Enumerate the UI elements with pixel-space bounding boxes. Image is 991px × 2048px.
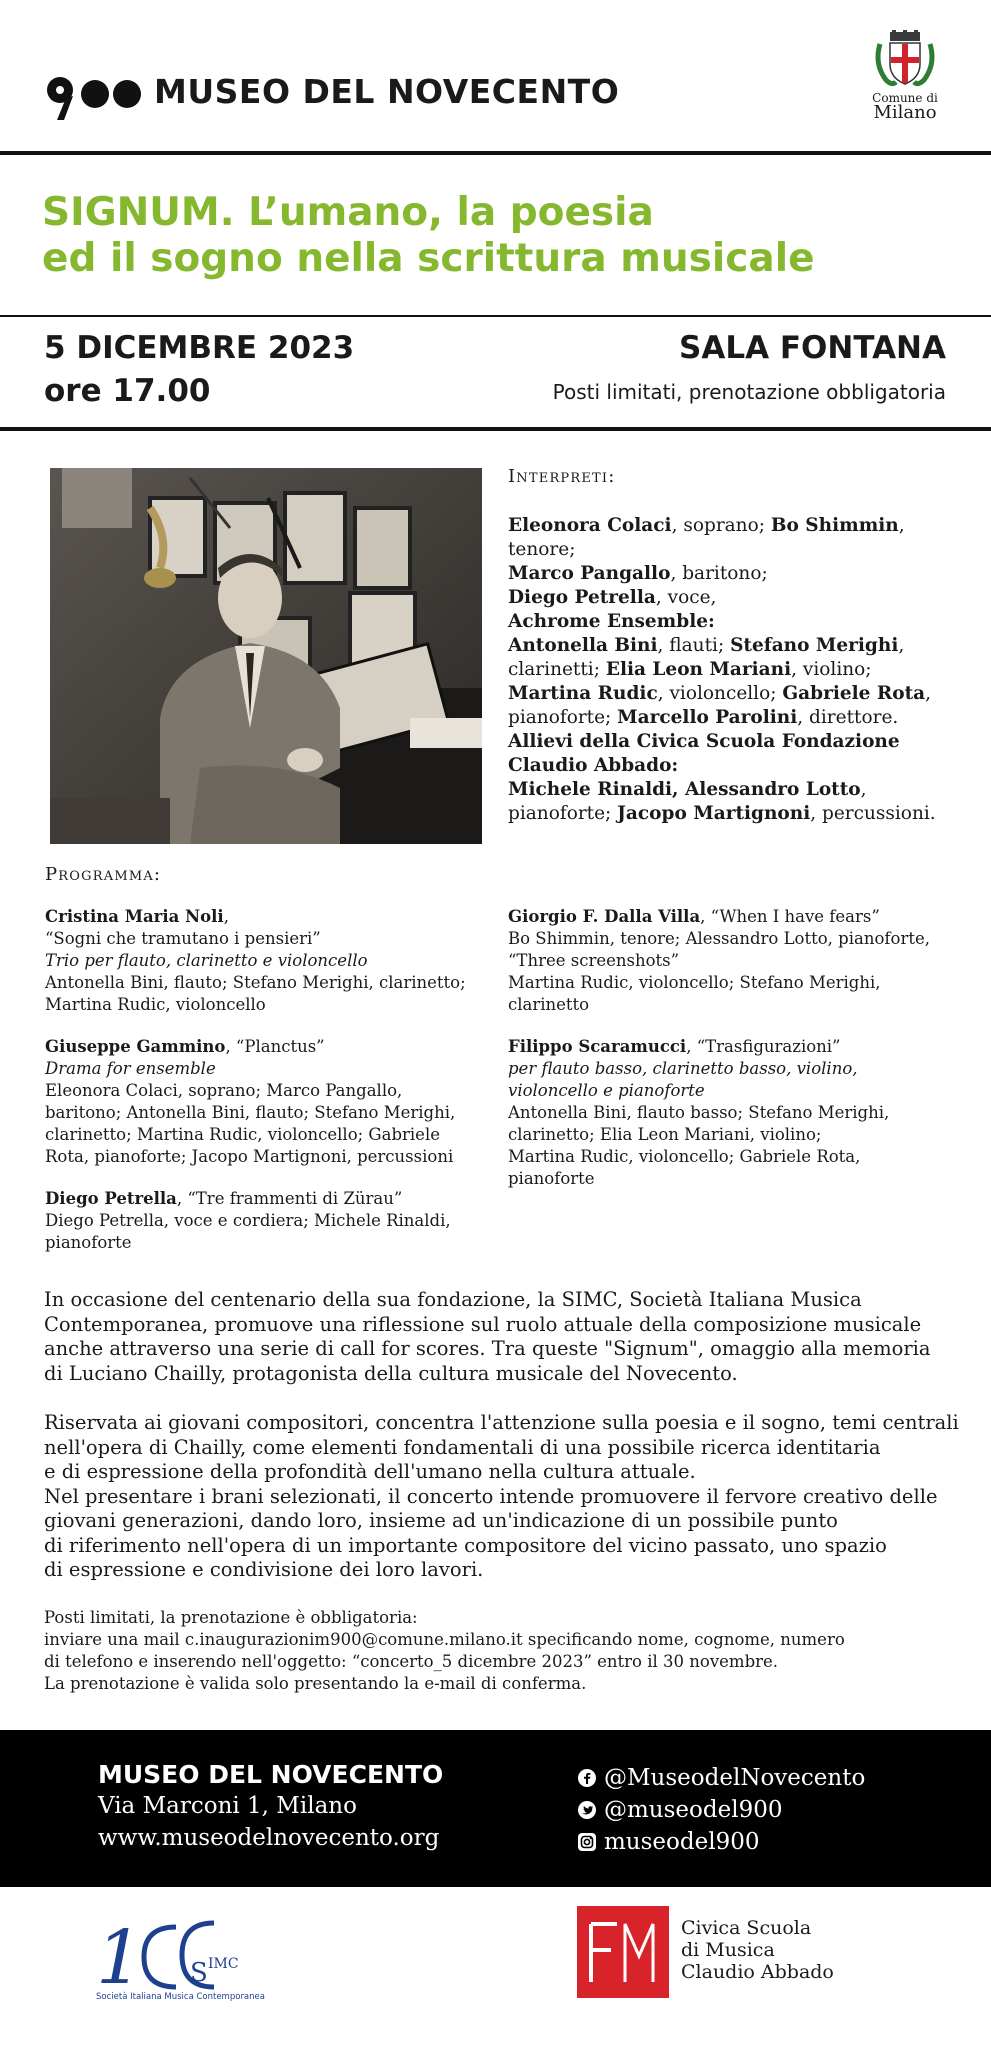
interpreti-line xyxy=(508,802,968,826)
facebook-icon xyxy=(578,1769,596,1787)
programma-line: Diego Petrella, voce e cordiera; Michele Rinaldi, xyxy=(45,1211,451,1230)
programma-line: Bo Shimmin, tenore; Alessandro Lotto, pianoforte, xyxy=(508,929,930,948)
piece-title: , “Tre frammenti di Zürau” xyxy=(176,1189,403,1208)
programma-line: “Three screenshots” xyxy=(508,951,680,970)
programma-left-column xyxy=(45,906,495,1274)
seats-note: Posti limitati, prenotazione obbligatoria xyxy=(552,380,946,404)
comune-line1: Comune di xyxy=(872,91,938,105)
svg-text:1: 1 xyxy=(96,1915,144,2000)
event-title-line2: ed il sogno nella scrittura musicale xyxy=(42,236,815,282)
programma-item-heading xyxy=(45,1036,495,1058)
performer-name: Antonella Bini xyxy=(508,635,658,656)
interpreti-heading: Interpreti: xyxy=(508,466,616,487)
comune-milano-crest-icon xyxy=(872,30,938,90)
programma-line: clarinetto; Martina Rudic, violoncello; Gabriele xyxy=(45,1125,440,1144)
facebook-link[interactable] xyxy=(578,1765,865,1791)
performer-role: , xyxy=(860,779,867,800)
civica-fm-mark-icon xyxy=(577,1906,669,1998)
text-line: di espressione e condivisione dei loro lavori. xyxy=(44,1558,484,1581)
event-venue: SALA FONTANA xyxy=(679,330,946,366)
composer-name: Giorgio F. Dalla Villa xyxy=(508,907,701,926)
interpreti-line xyxy=(508,610,968,634)
performer-role: pianoforte; xyxy=(508,803,618,824)
performer-role: , violoncello; xyxy=(657,683,783,704)
event-date: 5 DICEMBRE 2023 xyxy=(44,330,355,366)
text-line: anche attraverso una serie di call for scores. Tra queste "Signum", omaggio alla memoria xyxy=(44,1337,931,1360)
divider xyxy=(0,427,991,431)
instrumentation: per flauto basso, clarinetto basso, violino, xyxy=(508,1059,858,1078)
civica-line1: Civica Scuola xyxy=(681,1917,812,1939)
interpreti-list xyxy=(508,514,968,826)
instrumentation: Trio per flauto, clarinetto e violoncello xyxy=(45,951,368,970)
performer-role: , percussioni. xyxy=(810,803,936,824)
programma-line: pianoforte xyxy=(508,1169,595,1188)
programma-line: baritono; Antonella Bini, flauto; Stefano Merighi, xyxy=(45,1103,456,1122)
simc-100-logo xyxy=(96,1905,266,2000)
performer-name: Elia Leon Mariani xyxy=(605,659,792,680)
comune-line2: Milano xyxy=(873,102,937,123)
event-time: ore 17.00 xyxy=(44,373,211,409)
twitter-icon xyxy=(578,1801,596,1819)
performer-name: Claudio Abbado: xyxy=(508,755,679,776)
svg-text:IMC: IMC xyxy=(208,1956,239,1972)
performer-role: , xyxy=(925,683,932,704)
text-line: di riferimento nell'opera di un importante compositore del vicino passato, uno spazio xyxy=(44,1533,887,1557)
interpreti-line xyxy=(508,778,968,802)
programma-line: Rota, pianoforte; Jacopo Martignoni, percussioni xyxy=(45,1147,454,1166)
instrumentation: violoncello e pianoforte xyxy=(508,1081,705,1100)
programma-item-heading xyxy=(508,906,968,928)
interpreti-line xyxy=(508,754,968,778)
svg-text:S: S xyxy=(190,1958,208,1988)
text-line: Riservata ai giovani compositori, concentra l'attenzione sulla poesia e il sogno, temi centrali xyxy=(44,1411,959,1434)
composer-name: Filippo Scaramucci xyxy=(508,1037,687,1056)
text-line: nell'opera di Chailly, come elementi fondamentali di una possibile ricerca identitaria xyxy=(44,1435,881,1459)
programma-line: Antonella Bini, flauto basso; Stefano Merighi, xyxy=(508,1103,890,1122)
interpreti-line xyxy=(508,706,968,730)
performer-name: Gabriele Rota xyxy=(782,683,926,704)
programma-line: clarinetto xyxy=(508,995,590,1014)
performer-role: , violino; xyxy=(791,659,872,680)
composer-name: Diego Petrella xyxy=(45,1189,177,1208)
twitter-handle: @museodel900 xyxy=(604,1797,783,1823)
performer-name: Diego Petrella xyxy=(508,587,656,608)
performer-name: Martina Rudic xyxy=(508,683,658,704)
programma-item-heading xyxy=(45,1188,495,1210)
divider xyxy=(0,151,991,155)
footer-website-link[interactable]: www.museodelnovecento.org xyxy=(98,1825,440,1851)
interpreti-line xyxy=(508,658,968,682)
programma-item xyxy=(45,1036,495,1168)
facebook-handle: @MuseodelNovecento xyxy=(604,1765,866,1791)
performer-role: , direttore. xyxy=(797,707,899,728)
instagram-link[interactable] xyxy=(578,1829,759,1855)
description-paragraph-1 xyxy=(44,1288,964,1386)
text-line: inviare una mail c.inaugurazionim900@comune.milano.it specificando nome, cognome, numero xyxy=(44,1630,845,1649)
performer-role: , tenore; xyxy=(508,515,905,560)
performer-role: , baritono; xyxy=(670,563,768,584)
programma-line: clarinetto; Elia Leon Mariani, violino; xyxy=(508,1125,822,1144)
text-line: giovani generazioni, dando loro, insieme ad un'indicazione di un possibile punto xyxy=(44,1509,838,1532)
text-line: di Luciano Chailly, protagonista della cultura musicale del Novecento. xyxy=(44,1361,738,1385)
text-line: Posti limitati, la prenotazione è obbligatoria: xyxy=(44,1608,418,1627)
performer-role: clarinetti; xyxy=(508,659,606,680)
museum-name: MUSEO DEL NOVECENTO xyxy=(154,72,620,111)
composer-photo xyxy=(50,468,482,844)
programma-right-column xyxy=(508,906,968,1210)
programma-item-heading xyxy=(508,1036,968,1058)
civica-scuola-logo xyxy=(577,1906,669,1998)
divider xyxy=(0,315,991,317)
comune-milano-label xyxy=(862,92,948,122)
performer-name: Jacopo Martignoni xyxy=(617,803,811,824)
interpreti-line xyxy=(508,514,968,562)
civica-line3: Claudio Abbado xyxy=(681,1961,834,1983)
composer-name: Giuseppe Gammino xyxy=(45,1037,226,1056)
performer-name: Eleonora Colaci xyxy=(508,515,672,536)
text-line: Nel presentare i brani selezionati, il concerto intende promuovere il fervore creativo delle xyxy=(44,1484,938,1508)
programma-item xyxy=(508,906,968,1016)
text-line: Contemporanea, promuove una riflessione sul ruolo attuale della composizione musicale xyxy=(44,1312,922,1336)
programma-line: Martina Rudic, violoncello xyxy=(45,995,266,1014)
performer-name: Allievi della Civica Scuola Fondazione xyxy=(508,731,900,752)
interpreti-line xyxy=(508,562,968,586)
footer-museum-name: MUSEO DEL NOVECENTO xyxy=(98,1760,444,1789)
museo-900-logo xyxy=(44,74,142,120)
performer-role: , flauti; xyxy=(657,635,731,656)
text-line: La prenotazione è valida solo presentando la e-mail di conferma. xyxy=(44,1674,587,1693)
performer-role: pianoforte; xyxy=(508,707,618,728)
programma-line: pianoforte xyxy=(45,1233,132,1252)
programma-line: Martina Rudic, violoncello; Stefano Merighi, xyxy=(508,973,881,992)
interpreti-line xyxy=(508,730,968,754)
performer-name: Stefano Merighi xyxy=(730,635,899,656)
piece-title: , xyxy=(223,907,229,926)
piece-title: , “Planctus” xyxy=(225,1037,325,1056)
twitter-link[interactable] xyxy=(578,1797,782,1823)
instagram-handle: museodel900 xyxy=(604,1829,760,1855)
civica-line2: di Musica xyxy=(681,1939,775,1961)
footer-address: Via Marconi 1, Milano xyxy=(98,1793,357,1819)
programma-item-heading xyxy=(45,906,495,928)
programma-heading: Programma: xyxy=(45,864,162,885)
piece-title: , “When I have fears” xyxy=(700,907,880,926)
text-line: di telefono e inserendo nell'oggetto: “concerto_5 dicembre 2023” entro il 30 novembre. xyxy=(44,1652,779,1671)
description-paragraph-2 xyxy=(44,1411,964,1583)
performer-role: , voce, xyxy=(655,587,717,608)
performer-role: , soprano; xyxy=(671,515,771,536)
performer-name: Bo Shimmin xyxy=(770,515,899,536)
interpreti-line xyxy=(508,586,968,610)
composer-name: Cristina Maria Noli xyxy=(45,907,224,926)
performer-name: Michele Rinaldi, Alessandro Lotto xyxy=(508,779,861,800)
civica-scuola-name xyxy=(681,1917,834,1983)
performer-name: Marcello Parolini xyxy=(617,707,798,728)
programma-item xyxy=(45,906,495,1016)
booking-info xyxy=(44,1607,964,1695)
performer-name: Achrome Ensemble: xyxy=(508,611,715,632)
instagram-icon xyxy=(578,1833,596,1851)
event-title xyxy=(42,190,942,282)
text-line: e di espressione della profondità dell'umano nella cultura attuale. xyxy=(44,1460,696,1483)
interpreti-line xyxy=(508,682,968,706)
programma-line: Antonella Bini, flauto; Stefano Merighi, clarinetto; xyxy=(45,973,466,992)
footer-bar xyxy=(0,1730,991,1887)
instrumentation: Drama for ensemble xyxy=(45,1059,216,1078)
text-line: In occasione del centenario della sua fondazione, la SIMC, Società Italiana Musica xyxy=(44,1288,862,1311)
performer-role: , xyxy=(898,635,905,656)
performer-name: Marco Pangallo xyxy=(508,563,671,584)
interpreti-line xyxy=(508,634,968,658)
programma-line: Eleonora Colaci, soprano; Marco Pangallo, xyxy=(45,1081,403,1100)
piece-title: , “Trasfigurazioni” xyxy=(686,1037,841,1056)
event-title-line1: SIGNUM. L’umano, la poesia xyxy=(42,190,654,235)
simc-label: Società Italiana Musica Contemporanea xyxy=(96,1992,265,2002)
programma-line: “Sogni che tramutano i pensieri” xyxy=(45,929,321,948)
programma-item xyxy=(508,1036,968,1190)
programma-item xyxy=(45,1188,495,1254)
programma-line: Martina Rudic, violoncello; Gabriele Rota, xyxy=(508,1147,861,1166)
